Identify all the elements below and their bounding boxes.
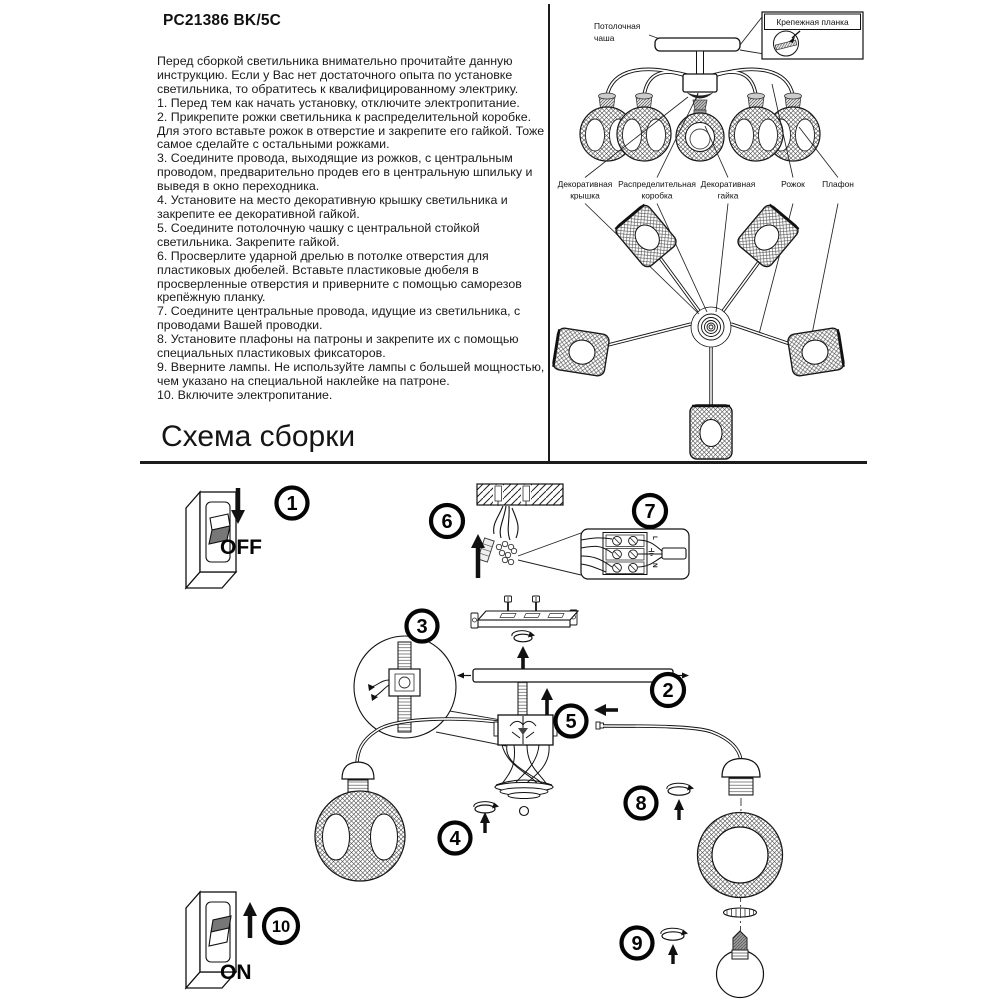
step2-marker [652,674,684,706]
shade-label: Плафон [822,179,854,189]
instruction-step: 1. Перед тем как начать установку, отключите электропитание. [157,95,520,110]
svg-text:2: 2 [662,680,674,702]
step8-marker [626,788,657,819]
arm-label: Рожок [781,179,805,189]
on-label: ON [220,961,252,984]
step7-marker [634,495,666,527]
svg-text:гайка: гайка [717,190,739,201]
step6-ceiling-wires [471,484,563,578]
svg-text:чаша: чаша [594,33,615,43]
instruction-step: 3. Соедините провода, выходящие из рожков, с центральным проводом, предварительно продев его в центральную шпильку и выведя в окно переходника. [157,151,533,194]
decorative-nut-label: Декоративная [700,179,756,189]
instruction-step: 6. Просверлите ударной дрелью в потолке отверстия для пластиковых дюбелей. Вставьте пластиковые дюбеля в просверленные отверстия и приверните с помощью саморезов крепёжную планку. [157,248,522,305]
ring-shade-front [698,813,783,898]
step4-nut [474,802,499,833]
svg-text:4: 4 [449,828,461,850]
nut-with-arrow [512,631,535,642]
step6-marker [431,505,463,537]
mounting-bracket [471,610,578,628]
svg-text:5: 5 [565,711,577,733]
svg-text:коробка: коробка [641,190,673,201]
terminal-l-label: L [651,536,658,540]
step1-marker [277,488,308,519]
intro-paragraph: Перед сборкой светильника внимательно прочитайте данную инструкцию. Если у Вас нет достаточного опыта по установке светильника, то обратитесь к квалифицированному электрику. [157,54,519,96]
mounting-bar-callout [740,12,863,59]
instructions-text [157,55,549,403]
terminal-n-label: N [651,563,658,568]
step5-marker [556,706,587,737]
section-rule [140,461,867,464]
svg-text:10: 10 [271,918,291,936]
instruction-step: 4. Установите на место декоративную крышку светильника и закрепите ее декоративной гайкой. [157,193,508,221]
step1-switch-off [186,488,262,588]
step3-marker [407,611,438,642]
step9-marker [622,928,653,959]
chandelier-top-view [552,203,845,459]
instruction-step: 7. Соедините центральные провода, идущие из светильника, с проводами Вашей проводки. [157,304,521,333]
step9-bulb [661,928,764,997]
svg-text:1: 1 [286,493,298,515]
step2-arm [594,704,760,795]
step8-nut [667,783,694,820]
svg-text:7: 7 [644,501,656,523]
decorative-cover-label: Декоративная [557,179,613,189]
svg-text:Потолочная: Потолочная [594,21,641,31]
svg-text:8: 8 [635,793,647,815]
junction-box [494,715,557,745]
svg-text:крышка: крышка [570,190,600,201]
step10-switch-on [186,892,257,988]
instruction-step: 8. Установите плафоны на патроны и закрепите их с помощью специальных пластиковых фиксаторов. [157,332,519,361]
ceiling-cup-side [495,780,553,816]
svg-text:9: 9 [631,933,643,955]
svg-text:3: 3 [416,616,428,638]
left-arm-shade [315,719,498,881]
distribution-box-label: Распределительная [618,179,696,189]
instruction-step: 10. Включите электропитание. [157,387,333,402]
scheme-heading: Схема сборки [161,420,356,453]
assembly-scheme [140,470,870,1000]
mounting-bar-label: Крепежная планка [776,17,849,27]
shade-fixator-ring [724,908,757,917]
model-title: PC21386 BK/5C [163,12,282,29]
instruction-step: 2. Прикрепите рожки светильника к распределительной коробке. Для этого вставьте рожок в отверстие и закрепите его гайкой. Тоже самое сделайте с остальными рожками. [157,109,545,152]
parts-diagram [548,5,868,460]
step10-marker [264,909,298,943]
instruction-step: 5. Соедините потолочную чашку с центральной стойкой светильника. Закрепите гайкой. [157,220,480,249]
instruction-step: 9. Вверните лампы. Не используйте лампы с большей мощностью, чем указано на специальной наклейке на патроне. [157,359,545,388]
step7-terminal-block [518,529,689,579]
step4-marker [440,823,471,854]
off-label: OFF [220,536,262,559]
svg-text:6: 6 [441,511,453,533]
